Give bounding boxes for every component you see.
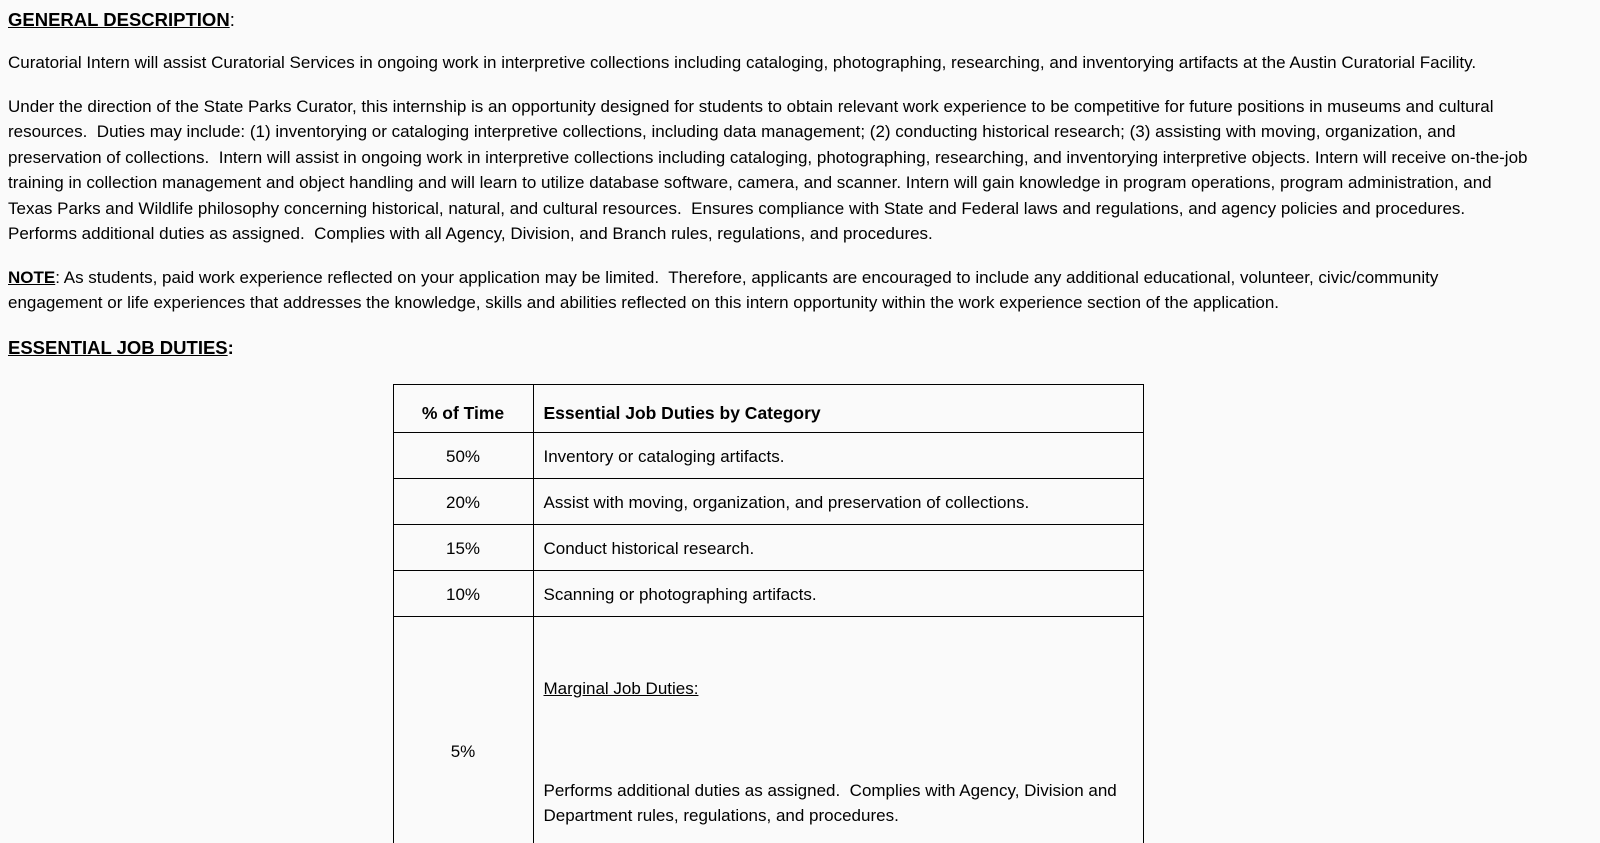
table-header-percent-of-time: % of Time: [393, 384, 533, 432]
table-header-duties-by-category: Essential Job Duties by Category: [533, 384, 1143, 432]
marginal-job-duties-text: Performs additional duties as assigned. Complies with Agency, Division and Department rules, regulations, and procedures.: [543, 780, 1122, 825]
percent-cell: 15%: [393, 524, 533, 570]
general-description-heading-colon: :: [229, 9, 235, 30]
table-header-row: [393, 384, 1143, 432]
duty-cell: Scanning or photographing artifacts.: [533, 570, 1143, 616]
note-paragraph: [8, 265, 1528, 316]
essential-job-duties-table: [393, 384, 1144, 843]
duty-cell: [533, 616, 1143, 843]
table-row-10-percent: [393, 570, 1143, 616]
duty-cell: Assist with moving, organization, and preservation of collections.: [533, 478, 1143, 524]
table-row-15-percent: [393, 524, 1143, 570]
percent-cell: 10%: [393, 570, 533, 616]
note-label: NOTE: [8, 267, 56, 287]
table-row-50-percent: [393, 432, 1143, 478]
table-row-5-percent-marginal: [393, 616, 1143, 843]
essential-job-duties-heading-text: ESSENTIAL JOB DUTIES: [8, 336, 228, 358]
essential-job-duties-heading: [8, 334, 1528, 362]
duty-cell: Inventory or cataloging artifacts.: [533, 432, 1143, 478]
general-description-heading-text: GENERAL DESCRIPTION: [8, 9, 230, 30]
general-description-heading: [8, 6, 1528, 34]
note-text: : As students, paid work experience reflected on your application may be limited. Therefore, applicants are encouraged to include any additional educational, volunteer, civic/community engagement or life experiences that addresses the knowledge, skills and abilities reflected on this intern opportunity within the work experience section of the application.: [8, 267, 1444, 312]
percent-cell: 20%: [393, 478, 533, 524]
duty-cell: Conduct historical research.: [533, 524, 1143, 570]
general-description-paragraph-1: Curatorial Intern will assist Curatorial Services in ongoing work in interpretive collections including cataloging, photographing, researching, and inventorying artifacts at the Austin Curatorial Facility.: [8, 53, 1477, 72]
percent-cell: 50%: [393, 432, 533, 478]
essential-job-duties-heading-colon: :: [227, 336, 234, 358]
general-description-paragraph-2: Under the direction of the State Parks Curator, this internship is an opportunity designed for students to obtain relevant work experience to be competitive for future positions in museums and cultural resources. Duties may include: (1) inventorying or cataloging interpretive collections, including data management; (2) conducting historical research; (3) assisting with moving, organization, and preservation of collections. Intern will assist in ongoing work in interpretive collections including cataloging, photographing, researching, and inventorying interpretive objects. Intern will receive on-the-job training in collection management and object handling and will learn to utilize database software, camera, and scanner. Intern will gain knowledge in program operations, program administration, and Texas Parks and Wildlife philosophy concerning historical, natural, and cultural resources. Ensures compliance with State and Federal laws and regulations, and agency policies and procedures. Performs additional duties as assigned. Complies with all Agency, Division, and Branch rules, regulations, and procedures.: [8, 96, 1533, 243]
table-row-20-percent: [393, 478, 1143, 524]
marginal-job-duties-title: Marginal Job Duties:: [543, 678, 699, 698]
percent-cell: 5%: [393, 616, 533, 843]
